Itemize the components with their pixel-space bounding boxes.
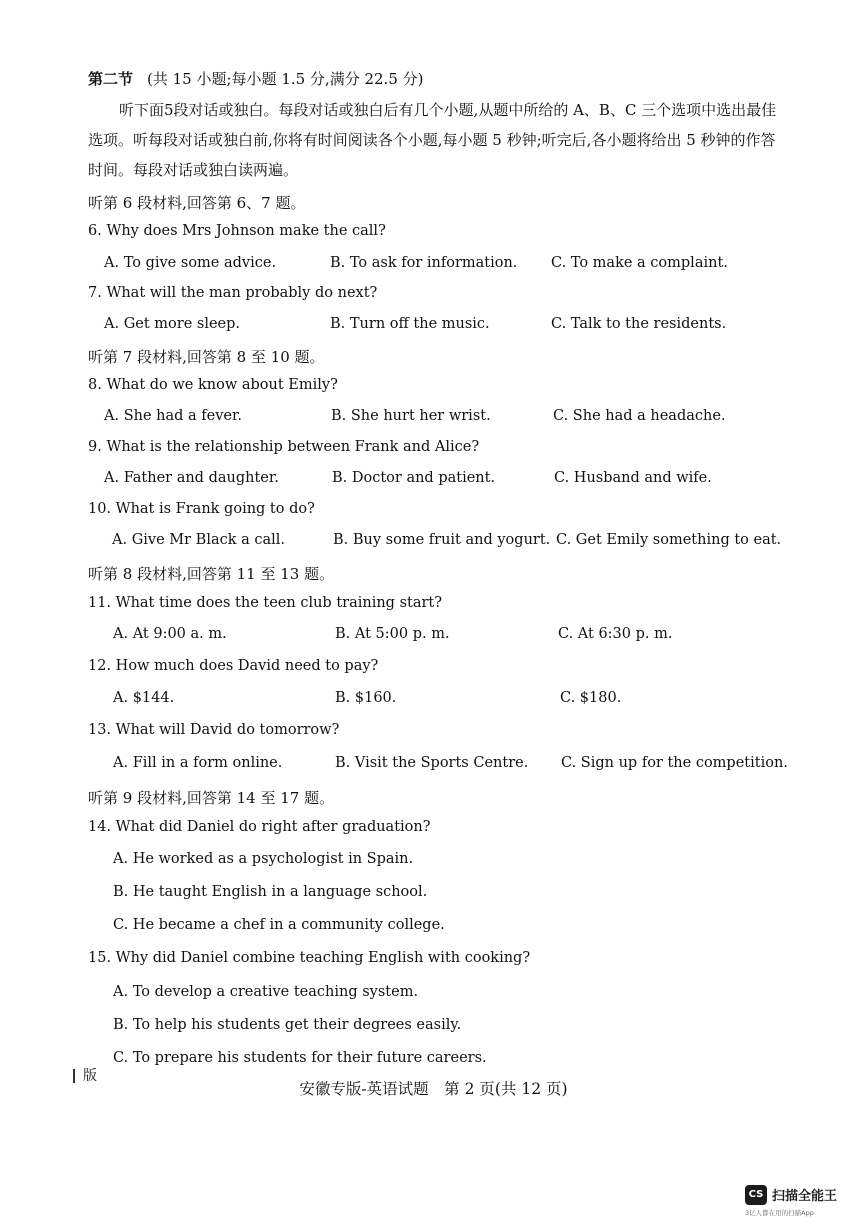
question-6-option-c: C. To make a complaint.: [551, 255, 728, 271]
section-title: 第二节: [88, 70, 134, 88]
section-info: (共 15 小题;每小题 1.5 分,满分 22.5 分): [147, 70, 424, 88]
question-8-option-c: C. She had a headache.: [553, 408, 726, 424]
question-15: 15. Why did Daniel combine teaching English with cooking?: [88, 950, 531, 966]
question-12: 12. How much does David need to pay?: [88, 658, 379, 674]
section-heading: [88, 68, 424, 89]
camscanner-logo-icon: CS: [745, 1185, 767, 1205]
question-10-option-a: A. Give Mr Black a call.: [112, 532, 286, 548]
question-9-option-a: A. Father and daughter.: [104, 470, 279, 486]
question-13: 13. What will David do tomorrow?: [88, 722, 340, 738]
question-11-option-c: C. At 6:30 p. m.: [558, 626, 673, 642]
question-12-option-c: C. $180.: [560, 690, 622, 706]
question-15-option-b: B. To help his students get their degrees easily.: [113, 1017, 462, 1033]
scanner-tagline: 3亿人都在用的扫描App: [745, 1209, 814, 1217]
question-9-option-b: B. Doctor and patient.: [332, 470, 496, 486]
question-10: 10. What is Frank going to do?: [88, 501, 315, 517]
question-7-option-a: A. Get more sleep.: [104, 316, 241, 332]
part-heading-7: 听第 7 段材料,回答第 8 至 10 题。: [88, 348, 325, 366]
question-10-option-c: C. Get Emily something to eat.: [556, 532, 782, 548]
question-8: 8. What do we know about Emily?: [88, 377, 338, 393]
part-heading-8: 听第 8 段材料,回答第 11 至 13 题。: [88, 565, 335, 583]
question-15-option-a: A. To develop a creative teaching system.: [113, 984, 419, 1000]
question-10-option-b: B. Buy some fruit and yogurt.: [333, 532, 551, 548]
question-14-option-b: B. He taught English in a language school.: [113, 884, 428, 900]
question-14: 14. What did Daniel do right after graduation?: [88, 819, 431, 835]
question-8-option-a: A. She had a fever.: [104, 408, 242, 424]
question-11: 11. What time does the teen club training start?: [88, 595, 443, 611]
scanner-watermark: [745, 1181, 855, 1217]
question-12-option-a: A. $144.: [113, 690, 175, 706]
question-7-option-c: C. Talk to the residents.: [551, 316, 727, 332]
page-footer: 安徽专版-英语试题 第 2 页(共 12 页): [299, 1080, 568, 1098]
question-13-option-a: A. Fill in a form online.: [113, 755, 283, 771]
question-9-option-c: C. Husband and wife.: [554, 470, 712, 486]
question-6-option-b: B. To ask for information.: [330, 255, 518, 271]
section-instructions: [88, 95, 788, 185]
question-6-option-a: A. To give some advice.: [104, 255, 277, 271]
question-11-option-a: A. At 9:00 a. m.: [113, 626, 227, 642]
question-8-option-b: B. She hurt her wrist.: [331, 408, 491, 424]
part-heading-6: 听第 6 段材料,回答第 6、7 题。: [88, 194, 306, 212]
question-13-option-b: B. Visit the Sports Centre.: [335, 755, 529, 771]
question-12-option-b: B. $160.: [335, 690, 397, 706]
question-14-option-a: A. He worked as a psychologist in Spain.: [113, 851, 414, 867]
question-7-option-b: B. Turn off the music.: [330, 316, 490, 332]
question-13-option-c: C. Sign up for the competition.: [561, 755, 788, 771]
question-11-option-b: B. At 5:00 p. m.: [335, 626, 450, 642]
part-heading-9: 听第 9 段材料,回答第 14 至 17 题。: [88, 789, 335, 807]
question-15-option-c: C. To prepare his students for their future careers.: [113, 1050, 487, 1066]
instructions-text: 听下面5段对话或独白。每段对话或独白后有几个小题,从题中所给的 A、B、C 三个选项中选出最佳选项。听每段对话或独白前,你将有时间阅读各个小题,每小题 5 秒钟;听完后,各小题将给出 5 秒钟的作答时间。每段对话或独白读两遍。: [88, 101, 777, 179]
scanner-app-name: 扫描全能王: [772, 1189, 838, 1204]
question-6: 6. Why does Mrs Johnson make the call?: [88, 223, 386, 239]
side-mark-text: 版: [83, 1068, 97, 1084]
question-7: 7. What will the man probably do next?: [88, 285, 378, 301]
question-14-option-c: C. He became a chef in a community college.: [113, 917, 445, 933]
question-9: 9. What is the relationship between Frank and Alice?: [88, 439, 480, 455]
